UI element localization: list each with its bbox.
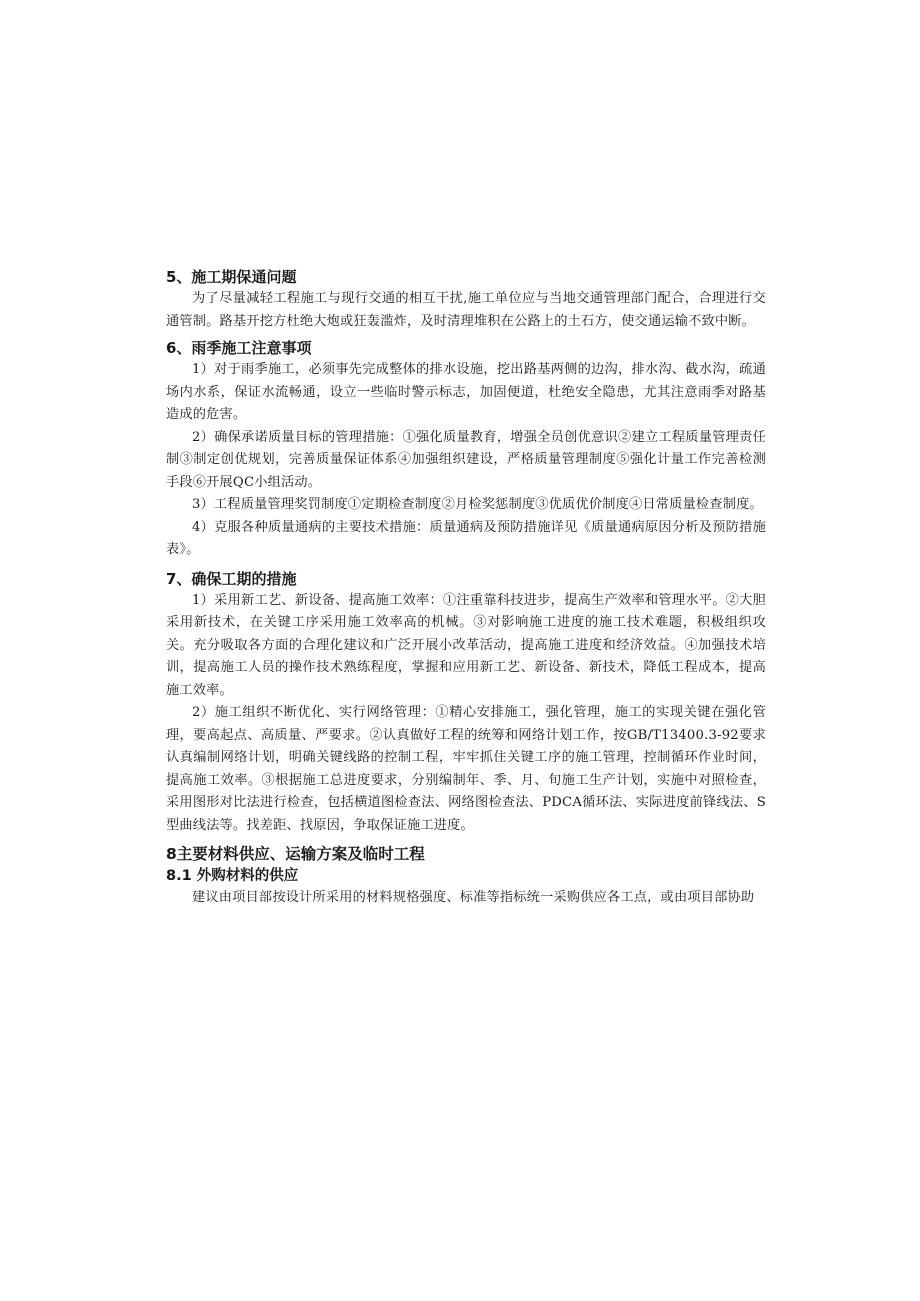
section-6-paragraph-3: 3）工程质量管理奖罚制度①定期检查制度②月检奖惩制度③优质优价制度④日常质量检查制度。: [192, 497, 763, 512]
section-7-heading: 7、确保工期的措施: [166, 569, 297, 588]
section-7-paragraph-2: 2）施工组织不断优化、实行网络管理：①精心安排施工，强化管理，施工的实现关键在强化管理，要高起点、高质量、严要求。②认真做好工程的统筹和网络计划工作，按GB/T13400.3-92要求认真编制网络计划，明确关键线路的控制工程，牢牢抓住关键工序的施工管理，控制循环作业时间，提高施工效率。③根据施工总进度要求，分别编制年、季、月、旬施工生产计划，实施中对照检查，采用图形对比法进行检查，包括横道图检查法、网络图检查法、PDCA循环法、实际进度前锋线法、S型曲线法等。找差距、找原因，争取保证施工进度。: [166, 705, 766, 833]
section-8-1-heading: 8.1 外购材料的供应: [166, 868, 299, 884]
section-6-heading: 6、雨季施工注意事项: [166, 339, 312, 357]
section-6-paragraph-2: 2）确保承诺质量目标的管理措施：①强化质量教育，增强全员创优意识②建立工程质量管理责任制③制定创优规划，完善质量保证体系④加强组织建设，严格质量管理制度⑤强化计量工作完善检测手段⑥开展QC小组活动。: [166, 429, 766, 490]
section-8-heading: 8主要材料供应、运输方案及临时工程: [166, 845, 425, 863]
section-6-paragraph-4: 4）克服各种质量通病的主要技术措施：质量通病及预防措施详见《质量通病原因分析及预防措施表》。: [166, 519, 766, 557]
section-6-paragraph-1: 1）对于雨季施工，必须事先完成整体的排水设施，挖出路基两侧的边沟，排水沟、截水沟，疏通场内水系，保证水流畅通，设立一些临时警示标志，加固便道，杜绝安全隐患，尤其注意雨季对路基造成的危害。: [166, 362, 766, 422]
section-7-paragraph-1: 1）采用新工艺、新设备、提高施工效率：①注重靠科技进步，提高生产效率和管理水平。②大胆采用新技术，在关键工序采用施工效率高的机械。③对影响施工进度的施工技术难题，积极组织攻关。充分吸取各方面的合理化建议和广泛开展小改革活动，提高施工进度和经济效益。④加强技术培训，提高施工人员的操作技术熟练程度，掌握和应用新工艺、新设备、新技术，降低工程成本，提高施工效率。: [166, 592, 766, 698]
section-8-1-paragraph-1: 建议由项目部按设计所采用的材料规格强度、标准等指标统一采购供应各工点，或由项目部协助: [192, 890, 755, 905]
section-5-heading: 5、施工期保通问题: [166, 268, 297, 286]
section-5-paragraph-1: 为了尽量减轻工程施工与现行交通的相互干扰,施工单位应与当地交通管理部门配合，合理进行交通管制。路基开挖方杜绝大炮或狂轰滥炸，及时清理堆积在公路上的土石方，使交通运输不致中断。: [166, 291, 766, 329]
document-page: [166, 266, 766, 910]
